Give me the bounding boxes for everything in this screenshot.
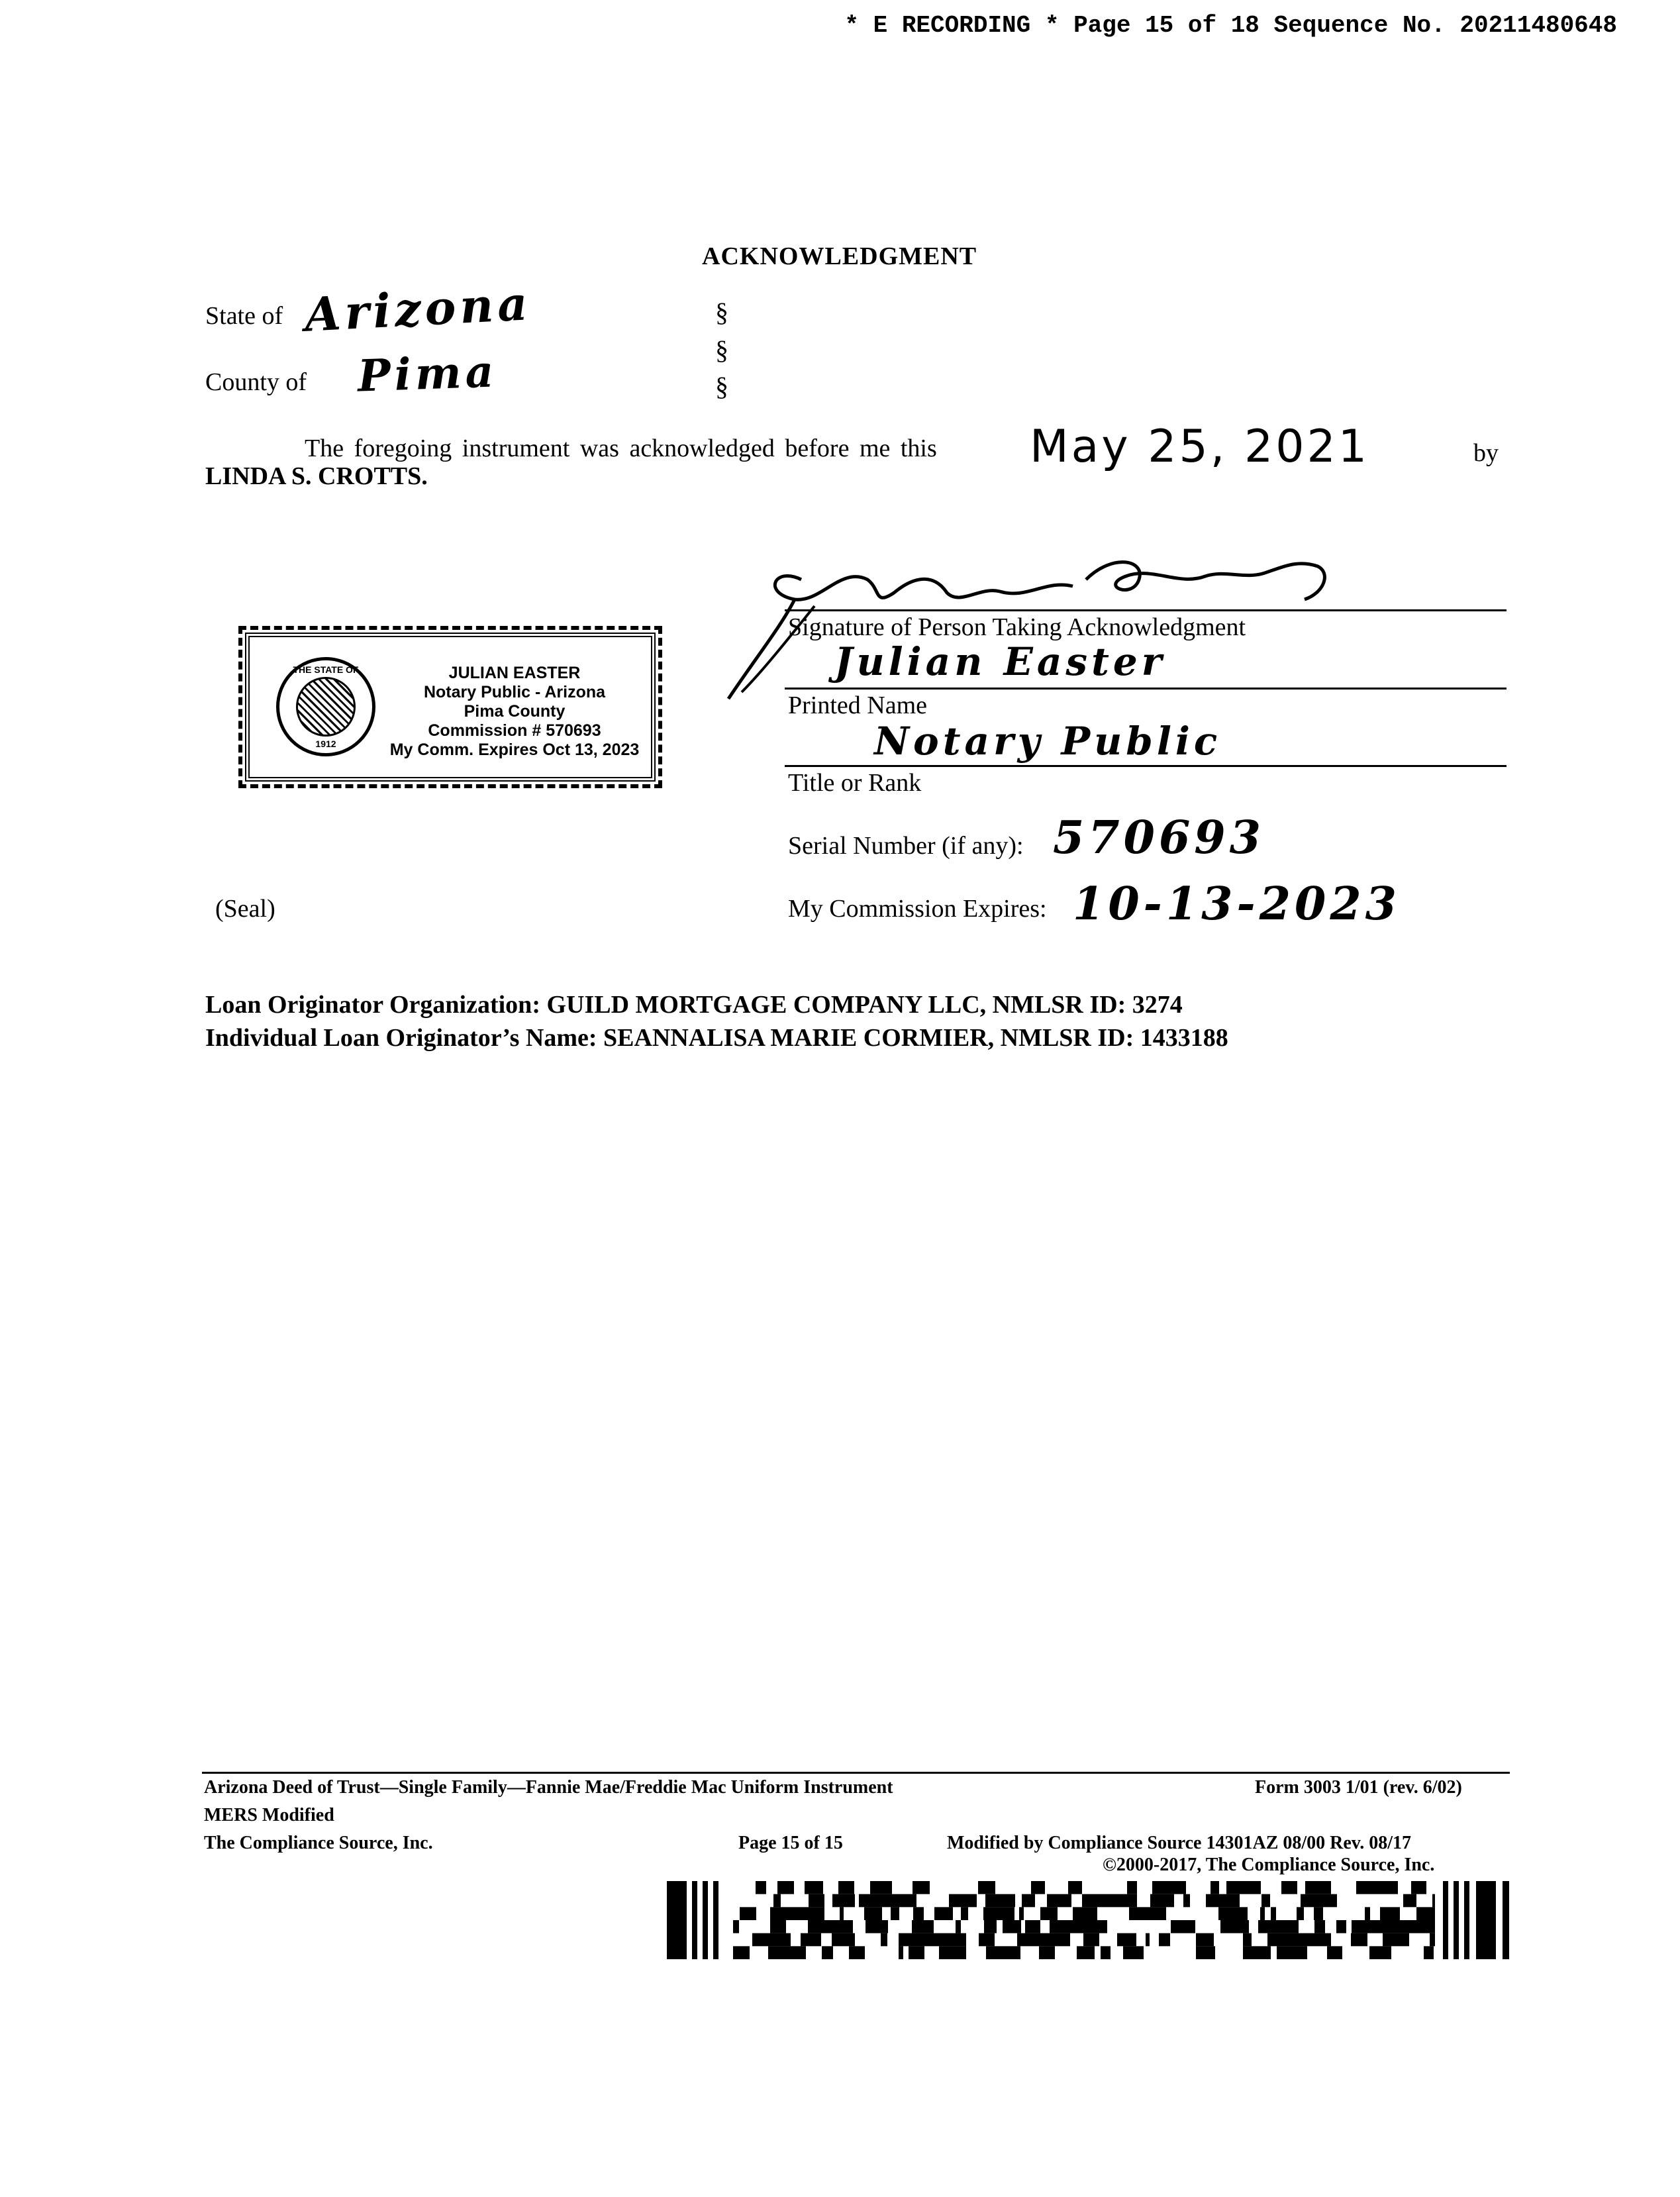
barcode-module (808, 1920, 822, 1933)
barcode-module (1295, 1946, 1307, 1959)
barcode-module (733, 1920, 739, 1933)
barcode-module (777, 1881, 794, 1894)
barcode-module (844, 1933, 855, 1947)
barcode-module (1101, 1946, 1111, 1959)
barcode-module (934, 1907, 942, 1920)
barcode-module (818, 1881, 823, 1894)
barcode-module (907, 1933, 918, 1947)
expires-label: My Commission Expires: (788, 895, 1047, 923)
expires-handwritten: 10-13-2023 (1073, 878, 1401, 931)
stamp-expires: My Comm. Expires Oct 13, 2023 (389, 741, 640, 759)
acknowledgment-date-handwritten: May 25, 2021 (1030, 421, 1370, 473)
barcode-module (832, 1933, 844, 1947)
barcode-module (1196, 1933, 1207, 1947)
barcode-module (1277, 1946, 1287, 1959)
barcode-module (1261, 1894, 1270, 1908)
barcode-module (913, 1881, 925, 1894)
barcode-module (1327, 1946, 1342, 1959)
footer-rule (202, 1772, 1510, 1774)
barcode-module (941, 1933, 955, 1947)
barcode-module (1417, 1920, 1426, 1933)
barcode-module (794, 1946, 800, 1959)
barcode-module (1316, 1933, 1331, 1947)
barcode-module (1039, 1881, 1045, 1894)
serial-handwritten: 570693 (1053, 811, 1265, 864)
barcode-module (1424, 1907, 1430, 1920)
barcode-module (786, 1907, 801, 1920)
barcode-module (809, 1933, 821, 1947)
barcode-module (983, 1907, 995, 1920)
barcode-module (1031, 1881, 1039, 1894)
barcode-module (955, 1933, 966, 1947)
barcode-module (1099, 1894, 1109, 1908)
barcode-module (1083, 1907, 1087, 1920)
barcode-module (1375, 1946, 1391, 1959)
barcode-module (1159, 1933, 1170, 1947)
barcode-module (1025, 1920, 1040, 1933)
barcode-module (1152, 1881, 1163, 1894)
barcode-module (956, 1920, 961, 1933)
barcode-module (1307, 1933, 1316, 1947)
seal-year-text: 1912 (315, 739, 336, 749)
barcode-module (942, 1907, 953, 1920)
barcode-module (756, 1881, 766, 1894)
barcode-module (1005, 1907, 1011, 1920)
barcode-module (1426, 1920, 1435, 1933)
barcode-module (838, 1881, 844, 1894)
signature-line (785, 609, 1507, 611)
serial-label: Serial Number (if any): (788, 832, 1024, 860)
barcode-module (1127, 1881, 1137, 1894)
barcode-module (1378, 1881, 1385, 1894)
barcode-module (961, 1907, 968, 1920)
footer-company: The Compliance Source, Inc. (204, 1833, 433, 1853)
barcode-module (1066, 1920, 1083, 1933)
barcode-module (1017, 1933, 1021, 1947)
barcode-module (1002, 1894, 1015, 1908)
barcode-module (918, 1933, 926, 1947)
barcode-module (770, 1920, 786, 1933)
barcode-module (1223, 1907, 1232, 1920)
barcode-module (1040, 1907, 1052, 1920)
barcode-module (1369, 1946, 1375, 1959)
barcode-module (984, 1920, 997, 1933)
printed-name-label: Printed Name (788, 691, 928, 719)
barcode-module (1232, 1907, 1248, 1920)
barcode-module (995, 1907, 1005, 1920)
barcode-module (1224, 1894, 1240, 1908)
barcode-module (985, 1894, 1002, 1908)
barcode-module (845, 1894, 855, 1908)
barcode-module (1301, 1894, 1316, 1908)
barcode-module (801, 1933, 809, 1947)
barcode-module (869, 1907, 877, 1920)
barcode-module (916, 1920, 921, 1933)
barcode-module (1083, 1920, 1094, 1933)
barcode-module (1314, 1907, 1323, 1920)
barcode-module (1003, 1920, 1010, 1933)
footer-form: Form 3003 1/01 (rev. 6/02) (1255, 1777, 1462, 1798)
barcode-module (1218, 1907, 1223, 1920)
stamp-text-block (385, 664, 644, 760)
barcode-module (1089, 1933, 1099, 1947)
printed-name-handwritten: Julian Easter (834, 639, 1166, 684)
stamp-county: Pima County (464, 702, 566, 721)
barcode-module (877, 1907, 882, 1920)
barcode-module (1175, 1881, 1186, 1894)
barcode-module (752, 1933, 767, 1947)
barcode-module (812, 1907, 824, 1920)
barcode-module (1215, 1881, 1219, 1894)
barcode-module (1001, 1946, 1005, 1959)
page-title: ACKNOWLEDGMENT (702, 242, 977, 270)
barcode-module (1130, 1894, 1137, 1908)
barcode-module (773, 1894, 781, 1908)
barcode-module (1132, 1933, 1136, 1947)
footer-mers: MERS Modified (204, 1805, 334, 1825)
barcode-module (950, 1946, 966, 1959)
barcode-module (1140, 1907, 1153, 1920)
barcode-module (1375, 1920, 1387, 1933)
barcode-module (1395, 1933, 1409, 1947)
barcode-module (1316, 1894, 1326, 1908)
seal-emblem (296, 677, 356, 737)
barcode-module (1326, 1894, 1337, 1908)
footer-copyright: ©2000-2017, The Compliance Source, Inc. (1103, 1855, 1435, 1875)
barcode-module (926, 1933, 941, 1947)
barcode-module (1077, 1946, 1087, 1959)
barcode-module (1054, 1933, 1070, 1947)
barcode-module (869, 1894, 884, 1908)
barcode-module (1387, 1920, 1400, 1933)
barcode-module (1021, 1933, 1033, 1947)
state-label: State of (205, 302, 283, 330)
barcode-module (1208, 1946, 1215, 1959)
barcode-module (1405, 1920, 1417, 1933)
barcode-module (1206, 1894, 1218, 1908)
barcode-module (1267, 1920, 1271, 1933)
barcode-module (1033, 1933, 1049, 1947)
barcode-module (881, 1933, 887, 1947)
barcode-module (1146, 1933, 1150, 1947)
barcode-module (843, 1920, 853, 1933)
section-symbol: § (715, 335, 728, 365)
barcode-module (1356, 1881, 1371, 1894)
barcode-module (1352, 1920, 1358, 1933)
barcode-module (1039, 1946, 1055, 1959)
footer-modified: Modified by Compliance Source 14301AZ 08/00 Rev. 08/17 (947, 1833, 1412, 1853)
barcode-module (949, 1894, 962, 1908)
barcode-module (1380, 1907, 1393, 1920)
barcode-module (900, 1894, 916, 1908)
barcode-module (1400, 1920, 1405, 1933)
barcode-module (1022, 1894, 1035, 1908)
barcode-module (987, 1881, 995, 1894)
barcode-module (1183, 1894, 1190, 1908)
footer-page: Page 15 of 15 (738, 1833, 843, 1853)
barcode-module (1014, 1920, 1021, 1933)
title-label: Title or Rank (788, 769, 922, 797)
barcode-module (1163, 1881, 1175, 1894)
barcode-module (1284, 1933, 1299, 1947)
barcode-module (1294, 1920, 1299, 1933)
seal-label: (Seal) (215, 895, 275, 923)
barcode-module (925, 1881, 930, 1894)
barcode-module (1393, 1907, 1400, 1920)
barcode-module (1430, 1933, 1435, 1947)
barcode-module (1287, 1946, 1295, 1959)
barcode-module (875, 1881, 885, 1894)
barcode-module (939, 1946, 943, 1959)
barcode-module (1260, 1907, 1265, 1920)
barcode-module (1211, 1881, 1215, 1894)
barcode-module (912, 1920, 916, 1933)
barcode-module (1182, 1920, 1195, 1933)
barcode-module (836, 1920, 843, 1933)
barcode-module (1267, 1933, 1284, 1947)
barcode-graphic (667, 1881, 1514, 1959)
barcode-module (1243, 1946, 1256, 1959)
barcode-module (1424, 1946, 1428, 1959)
barcode-module (1232, 1920, 1249, 1933)
barcode-module (1258, 1920, 1267, 1933)
barcode-module (1049, 1933, 1054, 1947)
seal-top-text: THE STATE OF (293, 664, 359, 675)
barcode-module (768, 1946, 785, 1959)
barcode-module (899, 1933, 907, 1947)
barcode-module (800, 1946, 806, 1959)
title-line (785, 765, 1507, 767)
barcode-module (1068, 1881, 1082, 1894)
barcode-module (1336, 1920, 1346, 1933)
recording-header: * E RECORDING * Page 15 of 18 Sequence No. 20211480648 (844, 12, 1617, 39)
barcode-module (1083, 1933, 1089, 1947)
barcode-module (1117, 1933, 1124, 1947)
barcode-module (979, 1933, 995, 1947)
barcode-module (771, 1933, 775, 1947)
barcode-module (1124, 1933, 1132, 1947)
barcode-module (1129, 1907, 1140, 1920)
stamp-notary-title: Notary Public - Arizona (423, 683, 606, 701)
barcode-module (1220, 1920, 1232, 1933)
barcode-module (1087, 1907, 1097, 1920)
state-handwritten: Arizona (303, 276, 533, 342)
barcode-module (844, 1881, 854, 1894)
barcode-module (1432, 1894, 1435, 1908)
barcode-module (978, 1881, 987, 1894)
barcode-module (1360, 1933, 1367, 1947)
barcode-module (865, 1920, 877, 1933)
barcode-module (1314, 1920, 1325, 1933)
barcode-module (1305, 1881, 1318, 1894)
barcode-module (1094, 1920, 1107, 1933)
barcode-module (775, 1933, 791, 1947)
barcode-module (1385, 1881, 1398, 1894)
barcode-module (1139, 1946, 1144, 1959)
barcode-module (1240, 1881, 1249, 1894)
signature-label: Signature of Person Taking Acknowledgment (788, 613, 1246, 641)
barcode-module (1196, 1946, 1208, 1959)
barcode-module (891, 1907, 899, 1920)
barcode-module (1109, 1894, 1114, 1908)
barcode-module (1430, 1907, 1435, 1920)
barcode-module (1150, 1894, 1158, 1908)
barcode-module (1249, 1881, 1261, 1894)
barcode-module (909, 1946, 924, 1959)
barcode-module (849, 1946, 865, 1959)
barcode-module (1271, 1920, 1277, 1933)
barcode-module (1011, 1907, 1014, 1920)
barcode-module (1128, 1946, 1139, 1959)
barcode-module (740, 1907, 756, 1920)
acknowledgment-text: The foregoing instrument was acknowledged before me this (305, 434, 937, 462)
barcode-module (962, 1894, 977, 1908)
barcode-module (733, 1946, 750, 1959)
barcode-module (770, 1907, 786, 1920)
barcode-module (1403, 1894, 1416, 1908)
barcode-module (870, 1881, 875, 1894)
barcode-module (1351, 1933, 1360, 1947)
barcode-module (995, 1946, 1001, 1959)
barcode-module (986, 1946, 995, 1959)
barcode-module (1277, 1920, 1294, 1933)
individual-loan-originator: Individual Loan Originator’s Name: SEANNALISA MARIE CORMIER, NMLSR ID: 1433188 (205, 1024, 1228, 1052)
barcode-module (840, 1907, 844, 1920)
barcode-module (1297, 1907, 1304, 1920)
barcode-module (805, 1881, 818, 1894)
barcode-module (890, 1894, 900, 1908)
barcode-module (921, 1920, 934, 1933)
barcode-module (899, 1946, 903, 1959)
barcode-module (1052, 1907, 1058, 1920)
barcode-module (1371, 1881, 1378, 1894)
barcode-module (822, 1920, 836, 1933)
barcode-module (884, 1894, 890, 1908)
county-handwritten: Pima (356, 345, 499, 402)
barcode-module (1218, 1894, 1224, 1908)
barcode-module (1207, 1933, 1214, 1947)
title-handwritten: Notary Public (874, 719, 1222, 764)
barcode-module (1271, 1907, 1276, 1920)
barcode-module (1243, 1933, 1252, 1947)
barcode-module (1153, 1907, 1166, 1920)
barcode-module (1019, 1907, 1024, 1920)
footer-instrument: Arizona Deed of Trust—Single Family—Fannie Mae/Freddie Mac Uniform Instrument (204, 1777, 893, 1798)
barcode-module (864, 1907, 869, 1920)
barcode-module (859, 1894, 869, 1908)
barcode-module (1416, 1907, 1424, 1920)
barcode-module (1010, 1920, 1014, 1933)
barcode-module (1169, 1894, 1174, 1908)
barcode-module (1114, 1894, 1130, 1908)
barcode-module (1158, 1894, 1169, 1908)
barcode-module (1428, 1946, 1434, 1959)
barcode-module (885, 1881, 892, 1894)
barcode-module (1358, 1920, 1364, 1933)
barcode-module (913, 1907, 924, 1920)
printed-name-line (785, 688, 1507, 690)
barcode-module (801, 1907, 812, 1920)
stamp-notary-name: JULIAN EASTER (448, 664, 581, 682)
barcode-module (1073, 1907, 1083, 1920)
barcode-module (1123, 1946, 1128, 1959)
barcode-module (943, 1946, 950, 1959)
barcode-module (1299, 1933, 1307, 1947)
signer-name: LINDA S. CROTTS. (205, 462, 428, 490)
barcode-module (1171, 1920, 1182, 1933)
barcode-module (1411, 1881, 1426, 1894)
barcode-module (1326, 1881, 1331, 1894)
barcode-module (877, 1920, 888, 1933)
loan-originator-organization: Loan Originator Organization: GUILD MORTGAGE COMPANY LLC, NMLSR ID: 3274 (205, 991, 1183, 1019)
barcode-module (832, 1894, 845, 1908)
barcode-module (767, 1933, 771, 1947)
barcode-module (1383, 1933, 1395, 1947)
barcode-module (785, 1946, 794, 1959)
barcode-module (1005, 1946, 1020, 1959)
stamp-commission: Commission # 570693 (428, 721, 601, 740)
county-label: County of (205, 368, 307, 396)
barcode-module (809, 1894, 824, 1908)
barcode-module (1087, 1946, 1095, 1959)
barcode-module (1050, 1920, 1066, 1933)
barcode-module (1226, 1881, 1240, 1894)
barcode-module (1318, 1881, 1326, 1894)
barcode-module (1281, 1881, 1297, 1894)
barcode-module (1047, 1894, 1056, 1908)
barcode-module (1082, 1894, 1099, 1908)
barcode-module (1365, 1907, 1370, 1920)
barcode-module (1364, 1920, 1375, 1933)
notary-stamp (245, 633, 656, 782)
section-symbol: § (715, 297, 728, 327)
barcode-module (1256, 1946, 1271, 1959)
barcode-module (1056, 1894, 1071, 1908)
state-seal-icon (276, 657, 375, 756)
barcode-module (822, 1946, 833, 1959)
by-label: by (1473, 439, 1499, 467)
section-symbol: § (715, 372, 728, 401)
